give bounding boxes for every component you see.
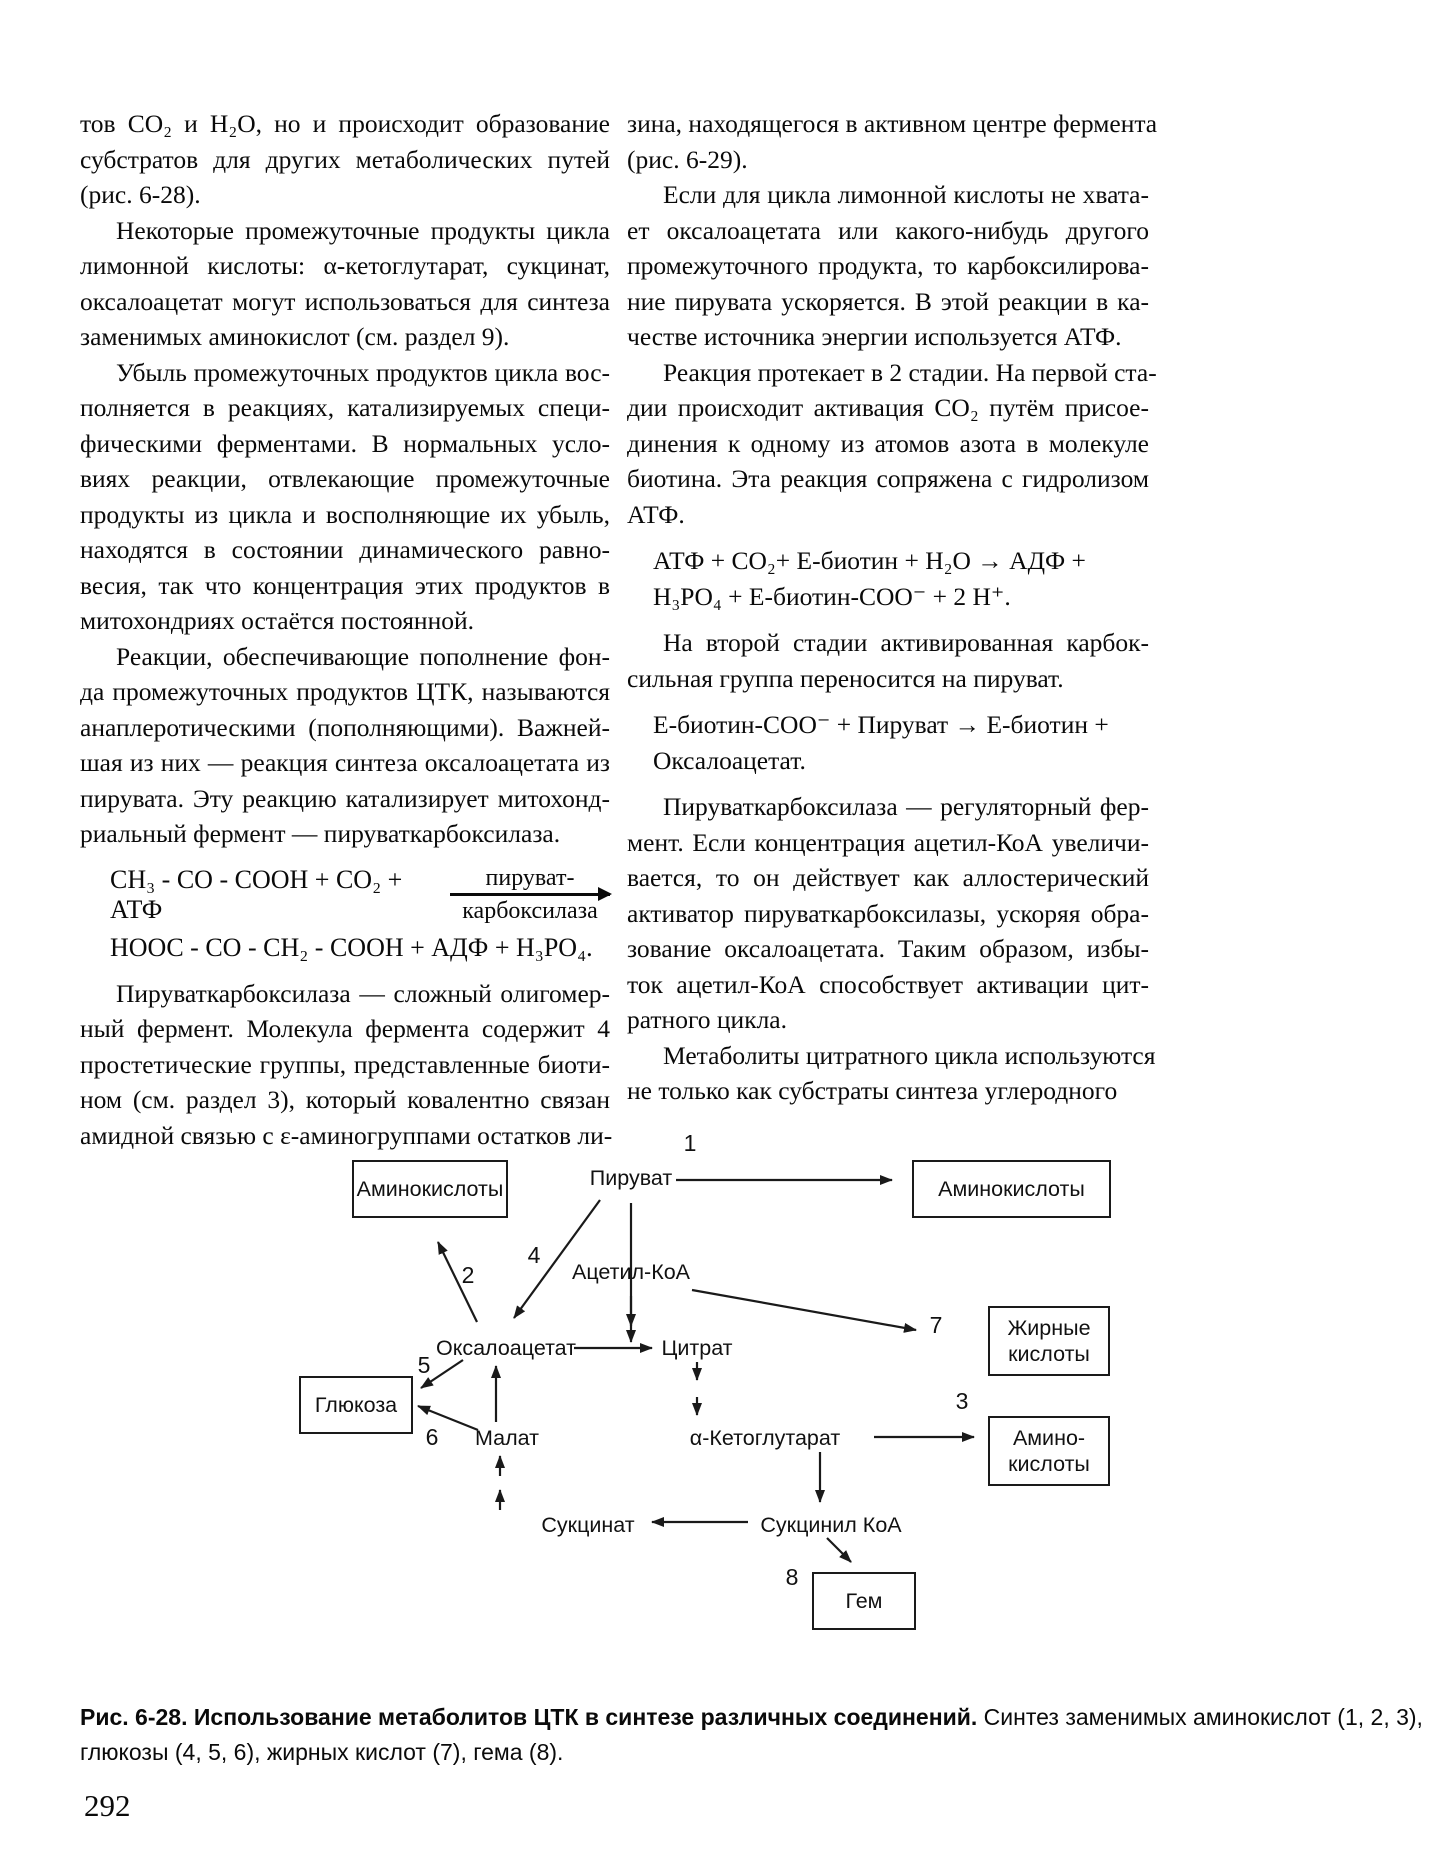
node-label: Жирные — [1007, 1316, 1091, 1340]
text-line: АТФ. — [627, 499, 685, 529]
text-line: Некоторые промежуточные продукты цикла — [116, 215, 610, 245]
text-line: Пируваткарбоксилаза — сложный олигомер- — [116, 978, 610, 1008]
left-column — [80, 106, 613, 1153]
text-line: риальный фермент — пируваткарбоксилаза. — [80, 819, 561, 848]
paragraph — [627, 625, 1149, 696]
text-line: Если для цикла лимонной кислоты не хвата- — [663, 180, 1149, 209]
box-amino-acids-left — [352, 1160, 508, 1218]
equation-line-1 — [110, 865, 610, 925]
text-line: H₃PO₄ + Е-биотин-COO⁻ + 2 H⁺. — [653, 581, 1011, 611]
text-line: амидной связью с ε-аминогруппами остатков ли- — [80, 1120, 613, 1150]
step-number-2: 2 — [461, 1262, 475, 1288]
step-number-3: 3 — [955, 1388, 969, 1414]
node-alpha-ketoglutarate: α-Кетоглутарат — [689, 1426, 841, 1450]
text-line: тов CO₂ и H₂O, но и происходит образование — [80, 109, 610, 138]
text-line: ный фермент. Молекула фермента содержит 4 — [80, 1014, 610, 1043]
paragraph — [80, 213, 610, 355]
text-line: Пируваткарбоксилаза — регуляторный фер- — [663, 792, 1149, 821]
node-label: Гем — [845, 1589, 883, 1613]
text-line: честве источника энергии используется АТФ. — [627, 322, 1122, 351]
text-line: АТФ + CO₂+ Е-биотин + H₂O → АДФ + — [653, 546, 1086, 575]
page-number: 292 — [84, 1788, 131, 1823]
text-line: дии происходит активация CO₂ путём присое- — [627, 393, 1149, 422]
figure-6-28-diagram — [0, 1090, 1429, 1690]
text-line: шая из них — реакция синтеза оксалоацетата из — [80, 748, 610, 777]
text-line: ние пирувата ускоряется. В этой реакции в ка- — [627, 286, 1149, 316]
figure-caption — [80, 1700, 1423, 1770]
enzyme-label-top: пируват- — [485, 865, 575, 891]
equation-pyruvate-carboxylase — [110, 865, 610, 963]
node-label: кислоты — [1008, 1452, 1090, 1476]
caption-line-2: глюкозы (4, 5, 6), жирных кислот (7), гема (8). — [80, 1739, 564, 1765]
text-line: пирувата. Эту реакцию катализирует митохонд- — [80, 783, 610, 813]
text-line: не только как субстраты синтеза углеродного — [627, 1076, 1118, 1105]
equation-lhs: CH₃ - CO - COOH + CO₂ + АТФ — [110, 864, 403, 924]
node-label: Амино- — [1012, 1426, 1086, 1450]
diagram-arrows — [0, 1090, 1429, 1690]
box-heme — [812, 1572, 916, 1630]
caption-bold: Рис. 6-28. Использование метаболитов ЦТК в синтезе различных соединений. — [80, 1704, 978, 1730]
step-number-1: 1 — [683, 1130, 697, 1156]
text-line: лимонной кислоты: α-кетоглутарат, сукцинат, — [80, 251, 610, 280]
text-line: мент. Если концентрация ацетил-КоА увеличи- — [627, 827, 1149, 857]
caption-line-1 — [80, 1700, 1423, 1735]
text-line: Убыль промежуточных продуктов цикла вос- — [116, 357, 610, 387]
node-oxaloacetate: Оксалоацетат — [435, 1336, 577, 1360]
text-line: простетические группы, представленные биоти- — [80, 1049, 610, 1079]
paragraph — [80, 106, 610, 213]
text-line: ет оксалоацетата или какого-нибудь другого — [627, 215, 1149, 245]
text-line: (рис. 6-28). — [80, 180, 201, 209]
node-pyruvate: Пируват — [589, 1166, 673, 1190]
text-line: Метаболиты цитратного цикла используются — [663, 1040, 1156, 1070]
text-line: находятся в состоянии динамического равно- — [80, 535, 610, 564]
box-fatty-acids — [988, 1306, 1110, 1376]
displayed-equation — [653, 543, 1149, 614]
box-amino-acids-right — [912, 1160, 1111, 1218]
text-line: Оксалоацетат. — [653, 745, 806, 775]
node-acetyl-coa: Ацетил-КоА — [571, 1260, 691, 1284]
node-succinyl-coa: Сукцинил КоА — [760, 1513, 902, 1537]
text-line: Е-биотин-COO⁻ + Пируват → Е-биотин + — [653, 710, 1109, 739]
text-line: заменимых аминокислот (см. раздел 9). — [80, 322, 510, 351]
node-malate: Малат — [475, 1426, 539, 1450]
step-number-6: 6 — [425, 1424, 439, 1450]
text-line: ратного цикла. — [627, 1005, 787, 1034]
caption-normal: Синтез заменимых аминокислот (1, 2, 3), — [977, 1704, 1423, 1730]
text-line: фическими ферментами. В нормальных усло- — [80, 428, 610, 458]
text-line: ном (см. раздел 3), который ковалентно связан — [80, 1085, 610, 1114]
paragraph — [627, 177, 1149, 355]
text-line: виях реакции, отвлекающие промежуточные — [80, 464, 610, 493]
text-line: зина, находящегося в активном центре фермента — [627, 109, 1158, 138]
text-line: продукты из цикла и восполняющие их убыль, — [80, 499, 610, 529]
paragraph — [627, 789, 1149, 1038]
left-column-paragraphs — [80, 106, 610, 852]
text-line: митохондриях остаётся постоянной. — [80, 606, 474, 635]
text-line: Реакция протекает в 2 стадии. На первой ста- — [663, 357, 1157, 387]
text-line: Реакции, обеспечивающие пополнение фон- — [116, 641, 610, 671]
text-line: (рис. 6-29). — [627, 144, 748, 174]
text-line: субстратов для других метаболических путей — [80, 144, 610, 174]
text-line: полняется в реакциях, катализируемых специ- — [80, 393, 610, 422]
node-citrate: Цитрат — [661, 1336, 733, 1360]
text-line: анаплеротическими (пополняющими). Важней- — [80, 712, 610, 742]
text-line: сильная группа переносится на пируват. — [627, 663, 1064, 693]
box-amino-acids-small — [988, 1416, 1110, 1486]
step-number-4: 4 — [527, 1242, 541, 1268]
displayed-equation — [653, 707, 1149, 778]
equation-line-2: HOOC - CO - CH₂ - COOH + АДФ + H₃PO₄. — [110, 932, 593, 962]
node-label: Аминокислоты — [356, 1177, 504, 1201]
text-line: биотина. Эта реакция сопряжена с гидролизом — [627, 464, 1149, 493]
node-label: Аминокислоты — [938, 1177, 1085, 1201]
text-line: вается, то он действует как аллостерический — [627, 863, 1149, 892]
text-line: да промежуточных продуктов ЦТК, называются — [80, 677, 610, 706]
step-number-5: 5 — [417, 1352, 431, 1378]
right-column-paragraphs — [627, 106, 1158, 1109]
step-number-7: 7 — [929, 1312, 943, 1338]
text-line: оксалоацетат могут использоваться для синтеза — [80, 286, 610, 316]
enzyme-over-arrow — [450, 865, 610, 924]
paragraph — [80, 639, 610, 852]
node-succinate: Сукцинат — [541, 1513, 635, 1537]
reaction-arrow-icon — [450, 893, 610, 896]
text-line: динения к одному из атомов азота в молекуле — [627, 428, 1149, 458]
text-line: ток ацетил-КоА способствует активации цит- — [627, 969, 1149, 999]
text-line: зование оксалоацетата. Таким образом, избы- — [627, 934, 1149, 963]
paragraph — [80, 355, 610, 639]
text-line: весия, так что концентрация этих продуктов в — [80, 570, 610, 600]
box-glucose — [299, 1376, 413, 1434]
node-label: кислоты — [1008, 1342, 1090, 1366]
paragraph — [627, 106, 1158, 177]
right-column — [627, 106, 1158, 1109]
paragraph — [627, 355, 1157, 533]
text-line: промежуточного продукта, то карбоксилирова- — [627, 251, 1149, 280]
node-label: Глюкоза — [314, 1393, 398, 1417]
enzyme-label-bottom: карбоксилаза — [462, 898, 598, 924]
text-line: На второй стадии активированная карбок- — [663, 628, 1149, 657]
step-number-8: 8 — [785, 1564, 799, 1590]
text-line: активатор пируваткарбоксилазы, ускоряя обра- — [627, 898, 1149, 928]
